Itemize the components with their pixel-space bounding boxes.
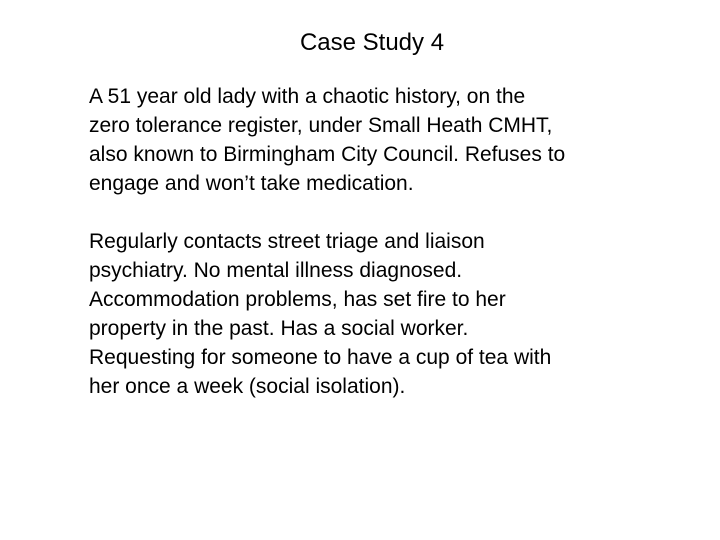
paragraph-line: psychiatry. No mental illness diagnosed. [89,259,463,282]
paragraph-line: also known to Birmingham City Council. Refuses to [89,143,566,166]
paragraph-line: zero tolerance register, under Small Heath CMHT, [89,114,553,137]
paragraph-line: engage and won’t take medication. [89,172,414,195]
slide-title: Case Study 4 [299,29,445,56]
paragraph-2 [89,227,689,401]
paragraph-line: Accommodation problems, has set fire to her [89,288,506,311]
paragraph-line: Regularly contacts street triage and liaison [89,230,485,253]
slide-body [89,82,689,401]
paragraph-1 [89,82,689,198]
paragraph-line: her once a week (social isolation). [89,375,406,398]
paragraph-line: property in the past. Has a social worker. [89,317,469,340]
paragraph-line: A 51 year old lady with a chaotic history, on the [89,85,526,108]
paragraph-line: Requesting for someone to have a cup of tea with [89,346,552,369]
